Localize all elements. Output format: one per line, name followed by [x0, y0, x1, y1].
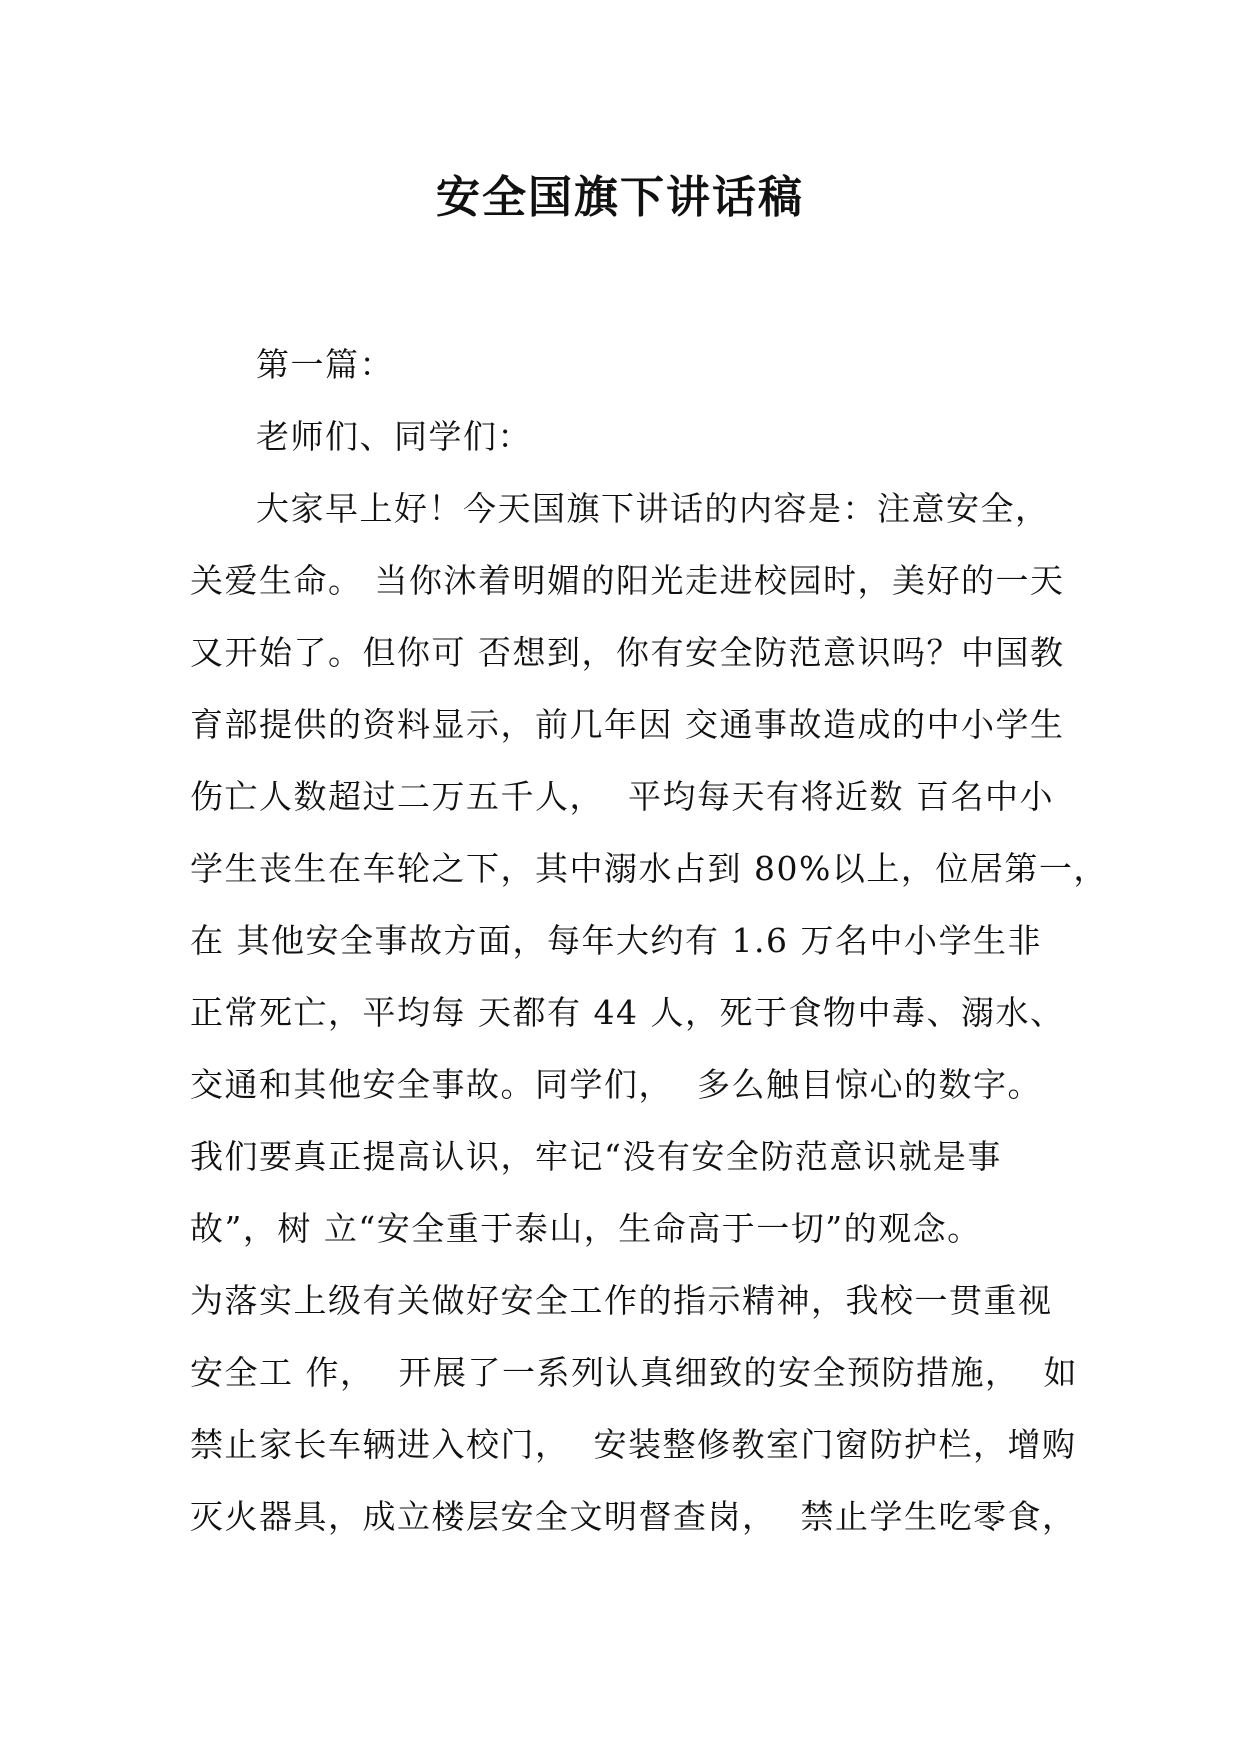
paragraph-line: 伤亡人数超过二万五千人， 平均每天有将近数 百名中小	[190, 777, 1054, 816]
paragraph-line: 又开始了。但你可 否想到，你有安全防范意识吗？中国教	[190, 633, 1065, 672]
section-heading: 第一篇：	[256, 345, 394, 384]
paragraph-line: 安全工 作， 开展了一系列认真细致的安全预防措施， 如	[190, 1353, 1078, 1392]
paragraph-line: 在 其他安全事故方面，每年大约有 1.6 万名中小学生非	[190, 921, 1042, 960]
paragraph-line: 灭火器具，成立楼层安全文明督查岗， 禁止学生吃零食，	[190, 1497, 1077, 1536]
paragraph-line: 学生丧生在车轮之下，其中溺水占到 80%以上，位居第一，	[190, 849, 1108, 888]
paragraph-line: 为落实上级有关做好安全工作的指示精神，我校一贯重视	[190, 1281, 1053, 1320]
paragraph-line: 禁止家长车辆进入校门， 安装整修教室门窗防护栏，增购	[190, 1425, 1077, 1464]
paragraph-line: 正常死亡，平均每 天都有 44 人，死于食物中毒、溺水、	[190, 993, 1065, 1032]
document-title: 安全国旗下讲话稿	[436, 172, 804, 223]
paragraph-line: 育部提供的资料显示，前几年因 交通事故造成的中小学生	[190, 705, 1065, 744]
paragraph-line: 交通和其他安全事故。同学们， 多么触目惊心的数字。	[190, 1065, 1042, 1104]
greeting-line: 老师们、同学们：	[256, 417, 532, 456]
paragraph-line: 我们要真正提高认识，牢记“没有安全防范意识就是事	[190, 1137, 1002, 1176]
paragraph-line: 关爱生命。 当你沐着明媚的阳光走进校园时，美好的一天	[190, 561, 1065, 600]
paragraph-line: 故”，树 立“安全重于泰山，生命高于一切”的观念。	[190, 1209, 982, 1248]
paragraph-line: 大家早上好！今天国旗下讲话的内容是：注意安全，	[256, 489, 1050, 528]
